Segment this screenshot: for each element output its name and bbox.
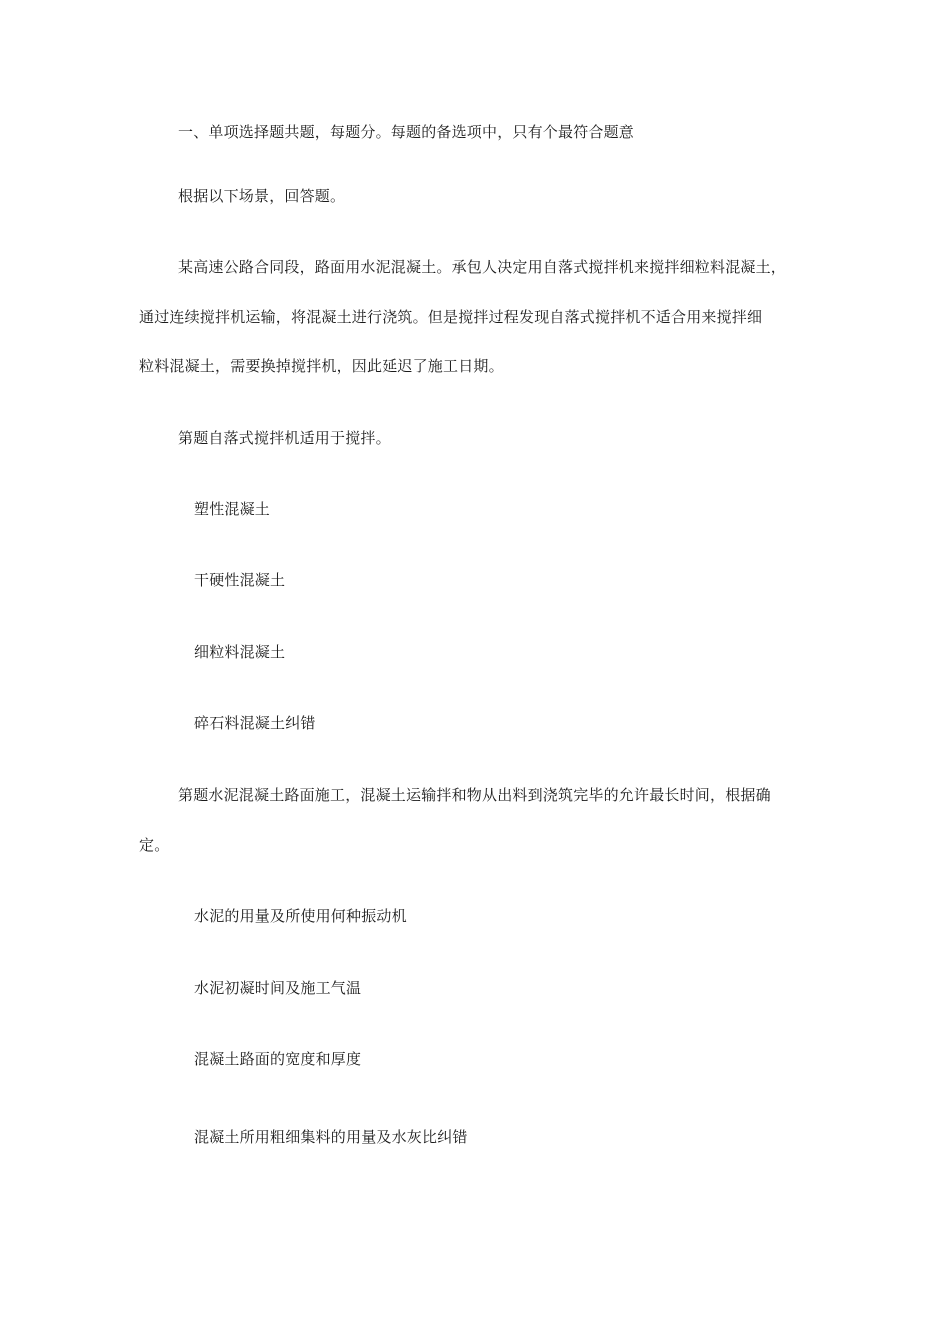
scenario-line-3: 粒料混凝土，需要换掉搅拌机，因此延迟了施工日期。	[139, 357, 504, 375]
scenario-line-2: 通过连续搅拌机运输，将混凝土进行浇筑。但是搅拌过程发现自落式搅拌机不适合用来搅拌细	[139, 308, 763, 326]
question-1-option-c: 细粒料混凝土	[194, 643, 286, 661]
question-1-option-b: 干硬性混凝土	[194, 571, 286, 589]
scenario-line-1: 某高速公路合同段，路面用水泥混凝土。承包人决定用自落式搅拌机来搅拌细粒料混凝土，	[178, 258, 787, 276]
question-2-stem-line-1: 第题水泥混凝土路面施工，混凝土运输拌和物从出料到浇筑完毕的允许最长时间，根据确	[178, 786, 771, 804]
question-2-stem-line-2: 定。	[139, 836, 170, 854]
question-1-option-d: 碎石料混凝土纠错	[194, 714, 316, 732]
question-1-stem: 第题自落式搅拌机适用于搅拌。	[178, 429, 391, 447]
instruction-text: 根据以下场景，回答题。	[178, 187, 346, 205]
question-2-option-a: 水泥的用量及所使用何种振动机	[194, 907, 407, 925]
question-2-option-d: 混凝土所用粗细集料的用量及水灰比纠错	[194, 1128, 468, 1146]
question-2-option-b: 水泥初凝时间及施工气温	[194, 979, 362, 997]
section-heading: 一、单项选择题共题，每题分。每题的备选项中，只有个最符合题意	[178, 123, 635, 141]
question-1-option-a: 塑性混凝土	[194, 500, 271, 518]
question-2-option-c: 混凝土路面的宽度和厚度	[194, 1050, 362, 1068]
